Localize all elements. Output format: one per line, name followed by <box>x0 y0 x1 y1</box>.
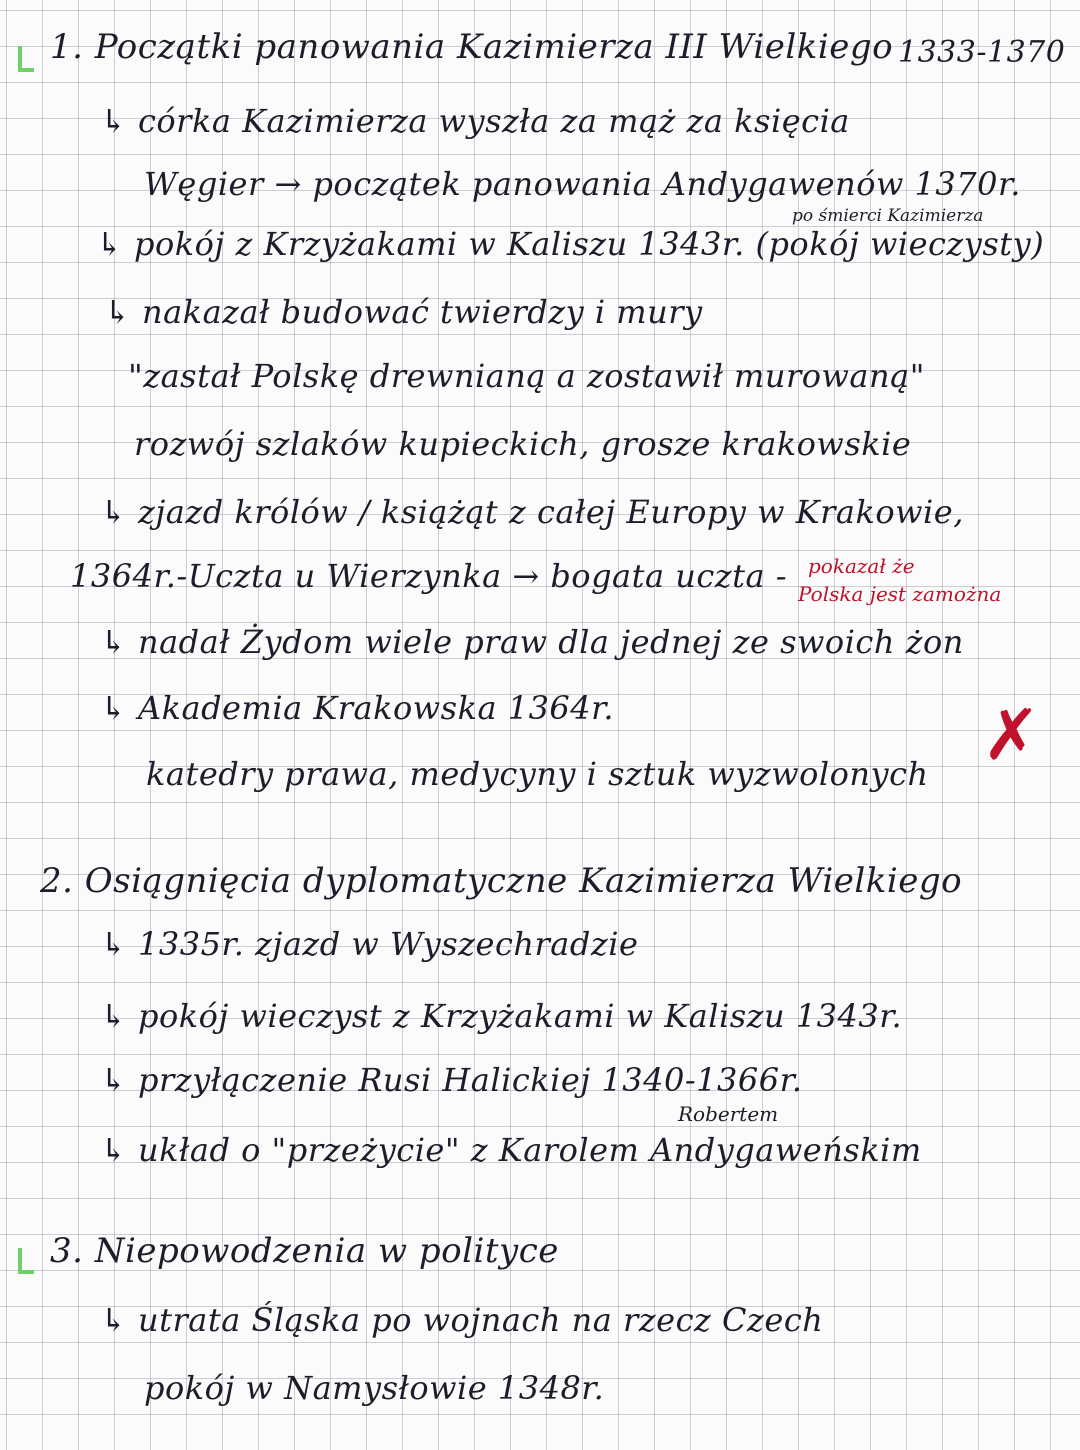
note-line: ↳ przyłączenie Rusi Halickiej 1340-1366r. <box>100 1061 803 1099</box>
note-line: pokój w Namysłowie 1348r. <box>144 1369 605 1407</box>
note-line: ↳ zjazd królów / książąt z całej Europy w Krakowie, <box>100 493 964 531</box>
note-line: ↳ utrata Śląska po wojnach na rzecz Czech <box>100 1301 824 1339</box>
section-1-title: 1. Początki panowania Kazimierza III Wielkiego <box>50 27 894 67</box>
note-line: ↳ pokój wieczyst z Krzyżakami w Kaliszu 1343r. <box>100 997 903 1035</box>
note-line: ↳ nakazał budować twierdzy i mury <box>104 293 703 331</box>
note-line: rozwój szlaków kupieckich, grosze krakowskie <box>134 425 912 463</box>
section-marker <box>18 1248 34 1274</box>
note-line: ↳ układ o "przeżycie" z Karolem Andygaweńskim <box>100 1131 922 1169</box>
section-marker <box>18 46 34 72</box>
note-line: Węgier → początek panowania Andygawenów 1370r. <box>144 165 1021 203</box>
note-line: ↳ córka Kazimierza wyszła za mąż za księcia <box>100 102 850 140</box>
note-line: ↳ pokój z Krzyżakami w Kaliszu 1343r. (pokój wieczysty) <box>96 225 1045 263</box>
note-line: ↳ 1335r. zjazd w Wyszechradzie <box>100 925 639 963</box>
quote-line: "zastał Polskę drewnianą a zostawił murowaną" <box>128 357 925 395</box>
red-note: Polska jest zamożna <box>798 582 1002 606</box>
red-note: pokazał że <box>808 554 915 578</box>
red-check-mark: ✗ <box>982 694 1042 776</box>
margin-note: po śmierci Kazimierza <box>792 206 984 226</box>
margin-note: Robertem <box>678 1102 779 1126</box>
section-2-title: 2. Osiągnięcia dyplomatyczne Kazimierza Wielkiego <box>40 861 963 901</box>
section-1-dates: 1333-1370 <box>898 35 1066 70</box>
note-line: ↳ nadał Żydom wiele praw dla jednej ze swoich żon <box>100 623 964 661</box>
section-3-title: 3. Niepowodzenia w polityce <box>50 1231 559 1271</box>
note-line: 1364r.-Uczta u Wierzynka → bogata uczta - <box>70 557 788 595</box>
note-line: katedry prawa, medycyny i sztuk wyzwolonych <box>146 755 929 793</box>
note-line: ↳ Akademia Krakowska 1364r. <box>100 689 615 727</box>
